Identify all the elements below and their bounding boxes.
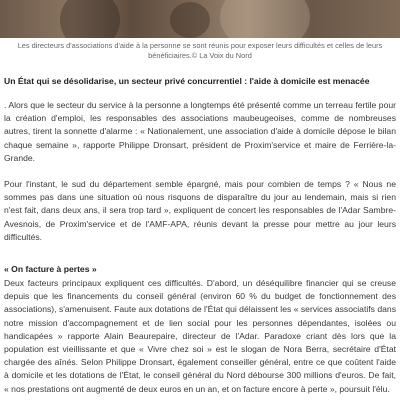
article-headline: Un État qui se désolidarise, un secteur privé concurrentiel : l'aide à domicile est menacée (4, 76, 370, 86)
section-subheading: « On facture à pertes » (4, 264, 97, 274)
photo-caption: Les directeurs d'associations d'aide à la personne se sont réunis pour exposer leurs difficultés et celles de leurs bénéficiaires.© La Voix du Nord (17, 41, 383, 60)
paragraph-second: Pour l'instant, le sud du département semble épargné, mais pour combien de temps ? « Nous ne sommes pas dans une situation où nous risquons de disparaître du jour au lendemain, mais si rien n'est fait, dans deux ans, il sera trop tard », expliquent de concert les responsables de l'Adar Sambre-Avesnois, de Proxim'service et de l'AMF-APA, réunis devant la presse pour mettre au jour leurs difficultés. (4, 179, 396, 242)
paragraph-intro: . Alors que le secteur du service à la personne a longtemps été présenté comme un terreau fertile pour la création d'emploi, les responsables des associations maubeugeoises, comme de nombreuses autres, tirent la sonnette d'alarme : « Nationalement, une association d'aide à domicile dépose le bilan chaque semaine », rapporte Philippe Dronsart, président de Proxim'service et maire de Ferrière-la-Grande. (4, 100, 396, 163)
photo-detail (170, 2, 210, 38)
article-photo (0, 0, 400, 38)
paragraph-third: Deux facteurs principaux expliquent ces difficultés. D'abord, un déséquilibre financier qui se creuse depuis que les financements du conseil général (environ 60 % du budget de fonctionnement des associations), s'amenuisent. Faute aux dotations de l'État qui délaissent les « services associatifs dans notre mission d'accompagnement et de lien social pour les personnes dépendantes, isolées ou handicapées » rapporte Alain Beaurepaire, directeur de l'Adar. Paradoxe criant dès lors que la population est vieillissante et que « Vivre chez soi » est le slogan de Nora Berra, secrétaire d'État chargée des aînés. Selon Philippe Dronsart, également conseiller général, entre ce que coûtent l'aide à domicile et les dotations de l'État, le conseil général du Nord débourse 300 millions d'euros. De fait, « nos prestations ont augmenté de deux euros en un an, et on facture encore à perte », poursuit l'élu. (4, 278, 396, 394)
